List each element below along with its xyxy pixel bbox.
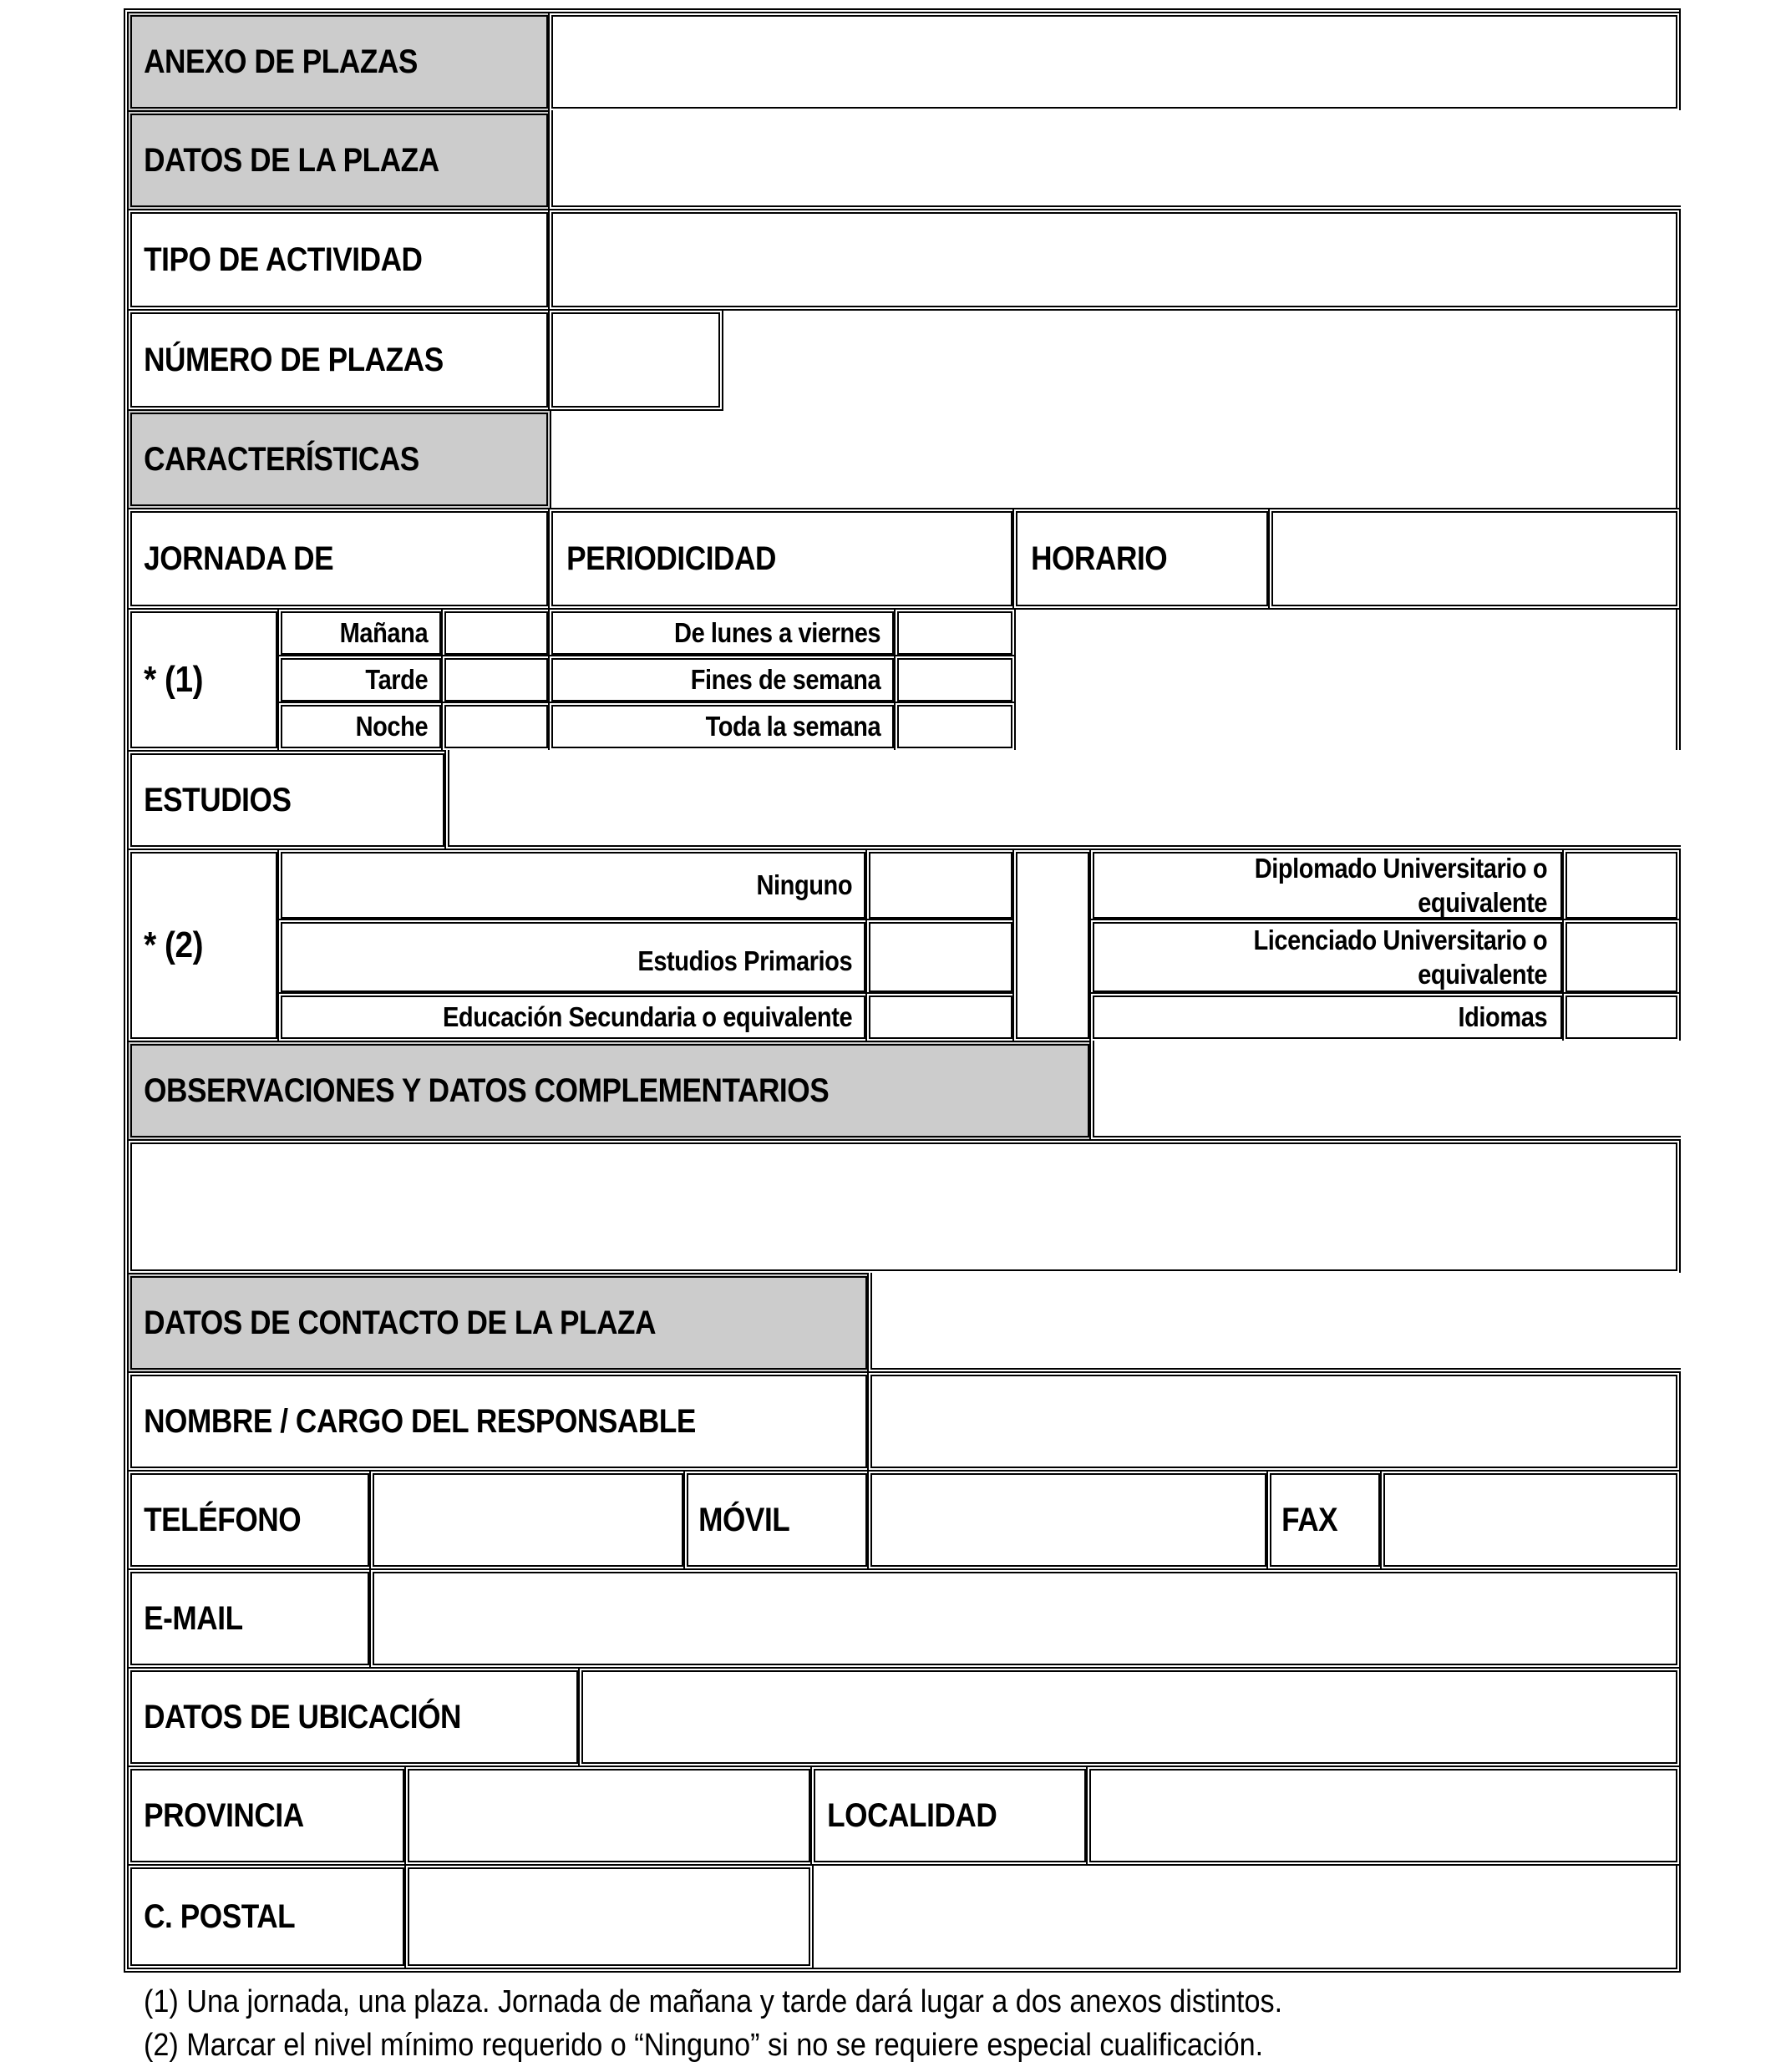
horario-field[interactable] [1268, 508, 1681, 610]
jornada-manana-label: Mañana [339, 617, 429, 649]
estudio-ninguno-label: Ninguno [756, 869, 853, 901]
marker2-label: * (2) [144, 925, 204, 965]
estudio-secundaria-label: Educación Secundaria o equivalente [442, 1001, 853, 1033]
estudio-primarios-label: Estudios Primarios [637, 945, 853, 977]
anexo-label: ANEXO DE PLAZAS [144, 43, 418, 80]
horario-label: HORARIO [1031, 540, 1168, 577]
datos-plaza-label: DATOS DE LA PLAZA [144, 141, 439, 179]
anexo-field[interactable] [548, 12, 1681, 112]
jornada-de-label: JORNADA DE [144, 540, 334, 577]
responsable-label: NOMBRE / CARGO DEL RESPONSABLE [144, 1402, 696, 1440]
responsable-field[interactable] [867, 1371, 1681, 1472]
fax-field[interactable] [1380, 1470, 1681, 1570]
periodo-lunes-viernes-checkbox[interactable] [894, 608, 1016, 658]
footnote-2: (2) Marcar el nivel mínimo requerido o “Ninguno” si no se requiere especial cualificación. [144, 2028, 1264, 2063]
localidad-label: LOCALIDAD [827, 1796, 997, 1834]
estudio-licenciado-label: Licenciado Universitario o equivalente [1253, 924, 1548, 990]
jornada-tarde-label: Tarde [365, 664, 429, 696]
cpostal-label: C. POSTAL [144, 1897, 296, 1935]
jornada-manana-checkbox[interactable] [441, 608, 551, 658]
estudio-idiomas-label: Idiomas [1458, 1001, 1548, 1033]
estudio-ninguno-checkbox[interactable] [865, 849, 1016, 922]
provincia-field[interactable] [404, 1766, 814, 1866]
numero-plazas-label: NÚMERO DE PLAZAS [144, 341, 444, 378]
periodo-toda-semana-checkbox[interactable] [894, 702, 1016, 752]
ubicacion-field[interactable] [578, 1667, 1681, 1767]
estudio-primarios-checkbox[interactable] [865, 919, 1016, 995]
observaciones-label: OBSERVACIONES Y DATOS COMPLEMENTARIOS [144, 1071, 830, 1109]
numero-plazas-field[interactable] [548, 309, 723, 411]
fax-label: FAX [1281, 1501, 1338, 1538]
estudio-idiomas-checkbox[interactable] [1562, 992, 1681, 1042]
periodo-fines-semana-label: Fines de semana [690, 664, 881, 696]
jornada-tarde-checkbox[interactable] [441, 655, 551, 705]
email-field[interactable] [369, 1568, 1681, 1669]
periodo-toda-semana-label: Toda la semana [705, 711, 881, 742]
estudio-licenciado-checkbox[interactable] [1562, 919, 1681, 995]
estudio-diplomado-checkbox[interactable] [1562, 849, 1681, 922]
periodo-lunes-viernes-label: De lunes a viernes [674, 617, 881, 649]
datos-plaza-field[interactable] [548, 110, 1681, 210]
telefono-label: TELÉFONO [144, 1501, 302, 1538]
contacto-label: DATOS DE CONTACTO DE LA PLAZA [144, 1304, 657, 1341]
observaciones-header-right [1089, 1041, 1681, 1141]
provincia-label: PROVINCIA [144, 1796, 304, 1834]
movil-label: MÓVIL [698, 1501, 790, 1538]
movil-field[interactable] [867, 1470, 1270, 1570]
estudios-spacer [1012, 849, 1093, 1042]
tipo-actividad-label: TIPO DE ACTIVIDAD [144, 241, 423, 278]
cpostal-field[interactable] [404, 1864, 814, 1969]
estudio-diplomado-label: Diplomado Universitario o equivalente [1254, 852, 1548, 918]
periodicidad-label: PERIODICIDAD [566, 540, 777, 577]
caracteristicas-label: CARACTERÍSTICAS [144, 440, 419, 478]
ubicacion-label: DATOS DE UBICACIÓN [144, 1698, 462, 1735]
jornada-noche-label: Noche [355, 711, 429, 742]
footnote-1: (1) Una jornada, una plaza. Jornada de mañana y tarde dará lugar a dos anexos distintos. [144, 1984, 1283, 2019]
localidad-field[interactable] [1086, 1766, 1681, 1866]
estudio-secundaria-checkbox[interactable] [865, 992, 1016, 1042]
estudios-label: ESTUDIOS [144, 781, 292, 818]
tipo-actividad-field[interactable] [548, 209, 1681, 311]
periodo-fines-semana-checkbox[interactable] [894, 655, 1016, 705]
contacto-header-right [867, 1273, 1681, 1373]
marker1-label: * (1) [144, 659, 204, 700]
estudios-field[interactable] [444, 750, 1681, 850]
observaciones-textarea[interactable] [127, 1139, 1681, 1274]
telefono-field[interactable] [369, 1470, 687, 1570]
email-label: E-MAIL [144, 1599, 243, 1637]
jornada-noche-checkbox[interactable] [441, 702, 551, 752]
